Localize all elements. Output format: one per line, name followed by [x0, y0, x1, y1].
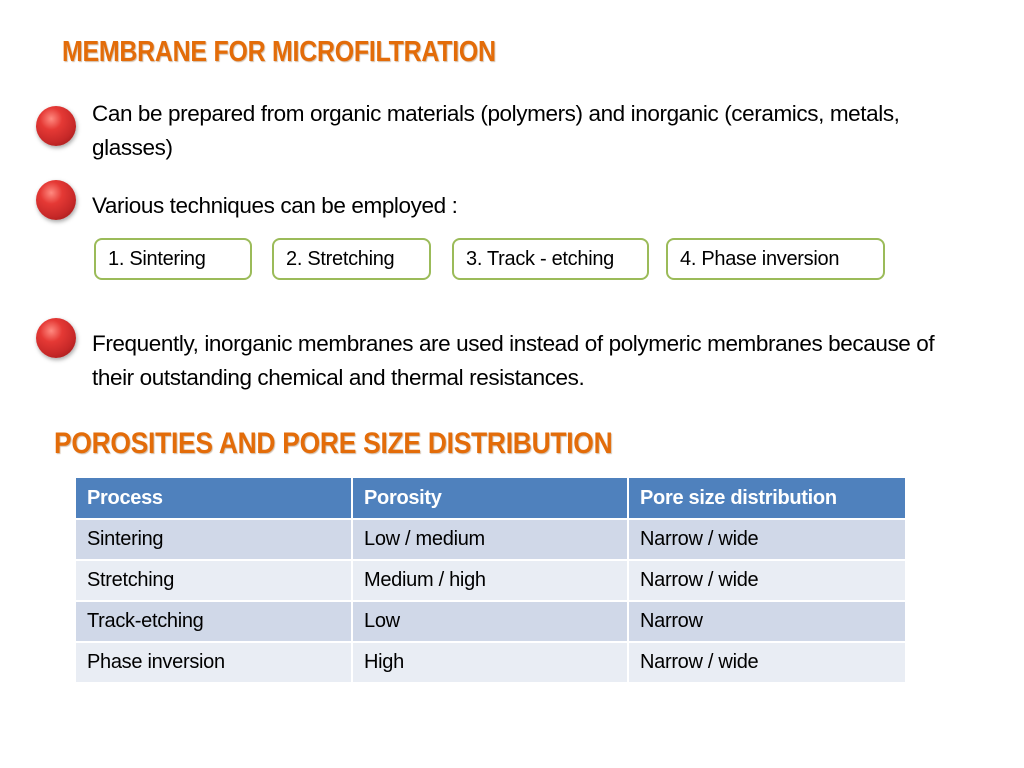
- table-cell: Narrow / wide: [628, 642, 905, 683]
- table-cell: Low / medium: [352, 519, 628, 560]
- table-row: [76, 601, 905, 642]
- red-sphere-bullet-icon: [36, 106, 76, 146]
- technique-label: 4. Phase inversion: [680, 247, 840, 270]
- table-row: [76, 519, 905, 560]
- column-header-pore-size: Pore size distribution: [628, 478, 905, 519]
- technique-box-phase-inversion: [666, 238, 885, 280]
- technique-label: 2. Stretching: [286, 247, 395, 270]
- table-cell: Phase inversion: [76, 642, 352, 683]
- table-cell: High: [352, 642, 628, 683]
- table-cell: Low: [352, 601, 628, 642]
- red-sphere-bullet-icon: [36, 318, 76, 358]
- table-row: [76, 642, 905, 683]
- technique-label: 3. Track - etching: [466, 247, 614, 270]
- table-cell: Sintering: [76, 519, 352, 560]
- section-title-porosities: POROSITIES AND PORE SIZE DISTRIBUTION: [54, 427, 613, 460]
- column-header-process: Process: [76, 478, 352, 519]
- table-cell: Track-etching: [76, 601, 352, 642]
- table-cell: Narrow / wide: [628, 519, 905, 560]
- column-header-porosity: Porosity: [352, 478, 628, 519]
- table-cell: Narrow / wide: [628, 560, 905, 601]
- bullet-text-inorganic: Frequently, inorganic membranes are used instead of polymeric membranes because of their outstanding chemical and thermal resistances.: [92, 331, 935, 390]
- table-row: [76, 560, 905, 601]
- table-cell: Medium / high: [352, 560, 628, 601]
- section-title-microfiltration: MEMBRANE FOR MICROFILTRATION: [62, 36, 496, 68]
- porosity-table: [76, 478, 905, 684]
- bullet-text-materials: Can be prepared from organic materials (polymers) and inorganic (ceramics, metals, glasses): [92, 101, 900, 160]
- table-cell: Narrow: [628, 601, 905, 642]
- technique-box-stretching: [272, 238, 431, 280]
- technique-label: 1. Sintering: [108, 247, 206, 270]
- technique-box-sintering: [94, 238, 252, 280]
- technique-box-track-etching: [452, 238, 649, 280]
- bullet-text-techniques: Various techniques can be employed :: [92, 193, 458, 218]
- table-cell: Stretching: [76, 560, 352, 601]
- table-header-row: [76, 478, 905, 519]
- red-sphere-bullet-icon: [36, 180, 76, 220]
